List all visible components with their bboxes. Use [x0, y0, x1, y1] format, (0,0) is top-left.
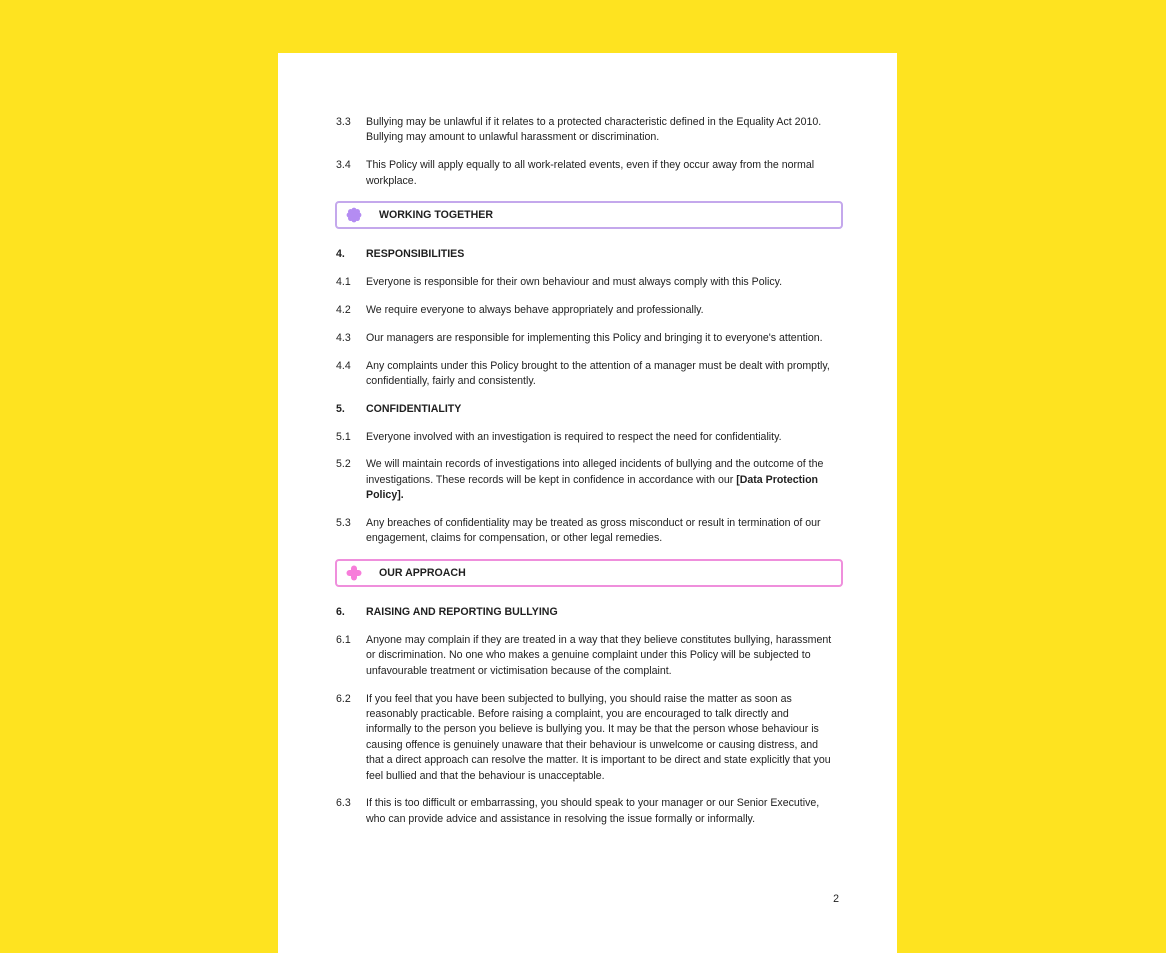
clause-text: We require everyone to always behave appropriately and professionally.	[366, 304, 704, 316]
policy-reference: [Data Protection Policy].	[366, 473, 819, 502]
clause-text: Anyone may complain if they are treated in a way that they believe constitutes bullying, harassment or discrimination. No one who makes a genuine complaint under this Policy will be subjected to unfavourable treatment or victimisation because of the complaint.	[366, 634, 832, 677]
cross-icon	[346, 565, 362, 581]
banner-label: OUR APPROACH	[379, 566, 466, 579]
clause-number: 6.1	[336, 634, 351, 646]
document-page	[278, 53, 897, 953]
clause-6-2	[336, 692, 836, 784]
section-banner-our-approach	[335, 559, 843, 587]
section-heading-6	[336, 605, 836, 620]
clause-text: If you feel that you have been subjected to bullying, you should raise the matter as soon as reasonably practicable. Before raising a complaint, you are encouraged to talk directly and informally to the person you believe is bullying you. It may be that the person whose behaviour is causing offence is genuinely unaware that their behaviour is unwelcome or causing distress, and that a direct approach can resolve the matter. It is important to be direct and state explicitly that you feel bullied and that the behaviour is unacceptable.	[366, 692, 831, 782]
clause-text: Bullying may be unlawful if it relates to a protected characteristic defined in the Equality Act 2010. Bullying may amount to unlawful harassment or discrimination.	[366, 116, 822, 144]
clause-number: 3.4	[336, 159, 351, 172]
page-number: 2	[833, 893, 839, 905]
clause-4-3	[336, 331, 836, 346]
clause-4-1	[336, 275, 836, 290]
clause-4-2	[336, 303, 836, 318]
clause-6-1	[336, 633, 836, 679]
clause-number: 5.1	[336, 430, 351, 443]
section-title: CONFIDENTIALITY	[366, 402, 462, 415]
clause-text: We will maintain records of investigations into alleged incidents of bullying and the outcome of the investigations. These records will be kept in confidence in accordance with our	[366, 458, 824, 486]
clause-5-1	[336, 430, 836, 445]
clause-number: 6.2	[336, 692, 351, 705]
clause-number: 4.1	[336, 276, 351, 289]
clause-text: This Policy will apply equally to all work-related events, even if they occur away from the normal workplace.	[366, 159, 815, 187]
clause-number: 3.3	[336, 116, 351, 128]
clause-3-4	[336, 158, 836, 189]
clause-text-wrapper	[366, 457, 836, 503]
section-number: 5.	[336, 402, 345, 415]
clause-6-3	[336, 796, 836, 827]
clause-3-3	[336, 115, 836, 146]
clause-number: 4.4	[336, 359, 351, 372]
clause-text: Any complaints under this Policy brought to the attention of a manager must be dealt with promptly, confidentially, fairly and consistently.	[366, 359, 830, 387]
clause-5-3	[336, 516, 836, 547]
section-heading-5	[336, 402, 836, 417]
clause-text: Our managers are responsible for implementing this Policy and bringing it to everyone's attention.	[366, 331, 823, 344]
section-title: RESPONSIBILITIES	[366, 248, 465, 261]
clause-4-4	[336, 359, 836, 390]
clause-number: 4.2	[336, 304, 351, 316]
clause-text: If this is too difficult or embarrassing, you should speak to your manager or our Senior Executive, who can provide advice and assistance in resolving the issue formally or informally.	[366, 797, 820, 825]
section-number: 6.	[336, 606, 345, 619]
clause-number: 5.2	[336, 458, 351, 471]
section-heading-4	[336, 247, 836, 262]
banner-label: WORKING TOGETHER	[379, 208, 493, 221]
section-number: 4.	[336, 248, 345, 261]
flower-icon	[346, 207, 362, 223]
section-banner-working-together	[335, 201, 843, 229]
clause-5-2	[336, 457, 836, 503]
clause-text: Everyone involved with an investigation is required to respect the need for confidentiality.	[366, 430, 782, 443]
clause-number: 4.3	[336, 331, 351, 344]
clause-text: Everyone is responsible for their own behaviour and must always comply with this Policy.	[366, 276, 783, 289]
clause-text: Any breaches of confidentiality may be treated as gross misconduct or result in termination of our engagement, claims for compensation, or other legal remedies.	[366, 517, 821, 545]
clause-number: 5.3	[336, 517, 351, 529]
section-title: RAISING AND REPORTING BULLYING	[366, 606, 558, 619]
page-content	[336, 115, 836, 840]
clause-number: 6.3	[336, 797, 351, 810]
